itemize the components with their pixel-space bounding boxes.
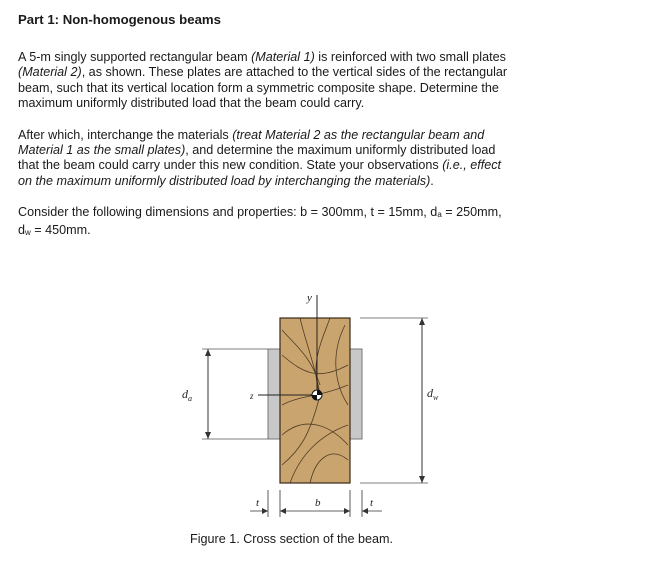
z-axis-label: z [250,391,254,401]
figure-caption: Figure 1. Cross section of the beam. [190,532,393,546]
problem-paragraph-2: After which, interchange the materials (treat Material 2 as the rectangular beam and Material 1 as the small plates), and determine the maximum uniformly distributed load that the beam could carry under this new condition. State your observations (i.e., effect on the maximum uniformly distributed load by interchanging the materials). [18,127,502,188]
t-right-label: t [370,497,374,509]
problem-paragraph-3: Consider the following dimensions and properties: b = 300mm, t = 15mm, da = 250mm, dw = 450mm. [18,205,502,237]
wood-beam [280,318,350,483]
dw-dimension [360,318,428,483]
document [18,12,618,255]
dw-label: $d_w$ [427,386,439,402]
da-label: $d_a$ [182,387,192,403]
right-plate [350,349,362,439]
centroid-marker [312,390,322,400]
left-plate [268,349,280,439]
problem-paragraph-1: A 5-m singly supported rectangular beam (Material 1) is reinforced with two small plates (Material 2), as shown. These plates are attached to the vertical sides of the rectangular beam, such that its vertical location form a symmetric composite shape. Determine the maximum uniformly distributed load that the beam could carry. [18,50,508,111]
da-dimension [202,349,268,439]
section-heading: Part 1: Non-homogenous beams [18,12,221,27]
b-label: b [315,497,321,509]
y-axis-label: y [307,292,312,304]
beam-cross-section-figure [170,285,460,525]
t-left-label: t [256,497,260,509]
